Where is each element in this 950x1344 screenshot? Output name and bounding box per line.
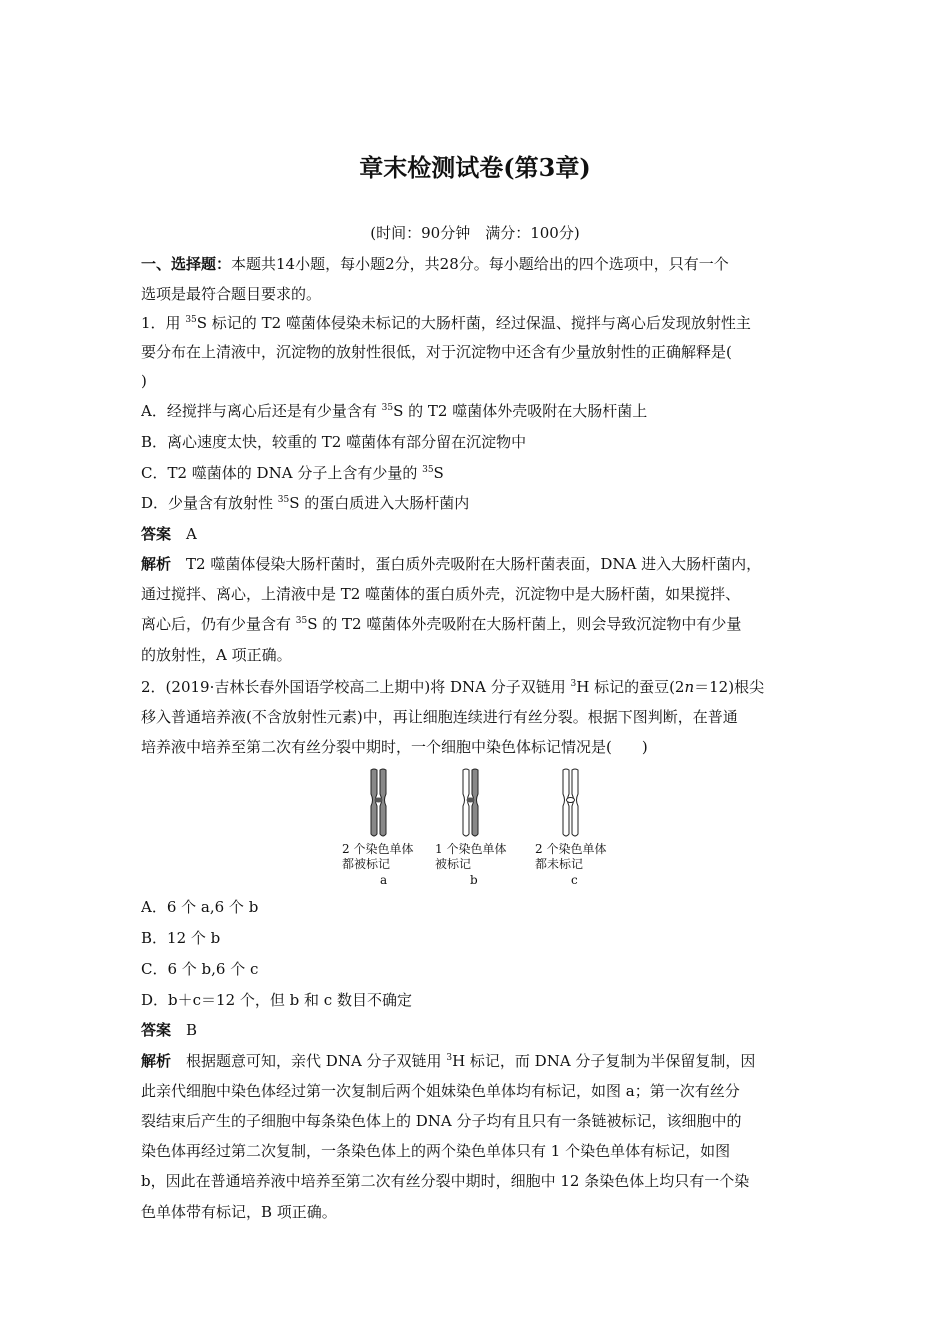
analysis-text: T2 噬菌体侵染大肠杆菌时，蛋白质外壳吸附在大肠杆菌表面，DNA 进入大肠杆菌内， (186, 555, 762, 573)
analysis-text: 根据题意可知，亲代 DNA 分子双链用 (186, 1052, 447, 1070)
analysis-text: 离心后，仍有少量含有 (141, 615, 296, 633)
italic-n: n (684, 678, 695, 696)
q2-option-b: B．12 个 b (141, 929, 221, 947)
caption-c-letter: c (571, 873, 578, 887)
q2-answer (141, 1020, 813, 1040)
analysis-text: H 标记，而 DNA 分子复制为半保留复制，因 (452, 1052, 756, 1070)
q2-analysis-line4: 染色体再经过第二次复制，一条染色体上的两个染色单体只有 1 个染色单体有标记，如图 (141, 1142, 731, 1160)
exam-info: (时间：90分钟 满分：100分) (370, 224, 580, 242)
analysis-text: S 的 T2 噬菌体外壳吸附在大肠杆菌上，则会导致沉淀物中有少量 (307, 615, 742, 633)
caption-line: 2 个染色单体 (535, 842, 607, 856)
q2-stem-line1 (141, 677, 813, 697)
caption-c (535, 842, 606, 872)
chromosome-a (371, 769, 386, 836)
q2-analysis-line1 (141, 1051, 813, 1071)
q2-option-d: D．b＋c＝12 个，但 b 和 c 数目不确定 (141, 991, 412, 1009)
q2-option-c: C．6 个 b,6 个 c (141, 960, 259, 978)
caption-a-letter: a (380, 873, 388, 887)
option-text: D．少量含有放射性 (141, 494, 278, 512)
q1-stem-line3: ) (141, 372, 147, 390)
option-text: A．经搅拌与离心后还是有少量含有 (141, 402, 382, 420)
page-title: 章末检测试卷(第3章) (359, 153, 591, 182)
superscript: 35 (295, 616, 308, 626)
q1-stem-text: S 标记的 T2 噬菌体侵染未标记的大肠杆菌，经过保温、搅拌与离心后发现放射性主 (196, 314, 751, 332)
answer-value: A (186, 525, 197, 543)
superscript: 35 (185, 315, 197, 325)
q2-stem-line2: 移入普通培养液(不含放射性元素)中，再让细胞连续进行有丝分裂。根据下图判断，在普通 (141, 708, 738, 726)
q2-analysis-line2: 此亲代细胞中染色体经过第一次复制后两个姐妹染色单体均有标记，如图 a；第一次有丝分 (141, 1082, 740, 1100)
q1-analysis-line1 (141, 554, 813, 574)
q1-number: 1．用 (141, 314, 186, 332)
chromosome-figure (330, 766, 620, 890)
q1-analysis-line4: 的放射性，A 项正确。 (141, 646, 292, 664)
superscript: 35 (422, 465, 434, 475)
caption-line: 都被标记 (342, 857, 391, 871)
analysis-label: 解析 (141, 1052, 172, 1070)
q1-option-c (141, 463, 813, 483)
q1-stem-line1 (141, 313, 813, 333)
caption-a (342, 842, 413, 872)
chromosome-c (563, 769, 578, 836)
q1-option-b: B．离心速度太快，较重的 T2 噬菌体有部分留在沉淀物中 (141, 433, 527, 451)
answer-label: 答案 (141, 1021, 172, 1039)
q2-analysis-line3: 裂结束后产生的子细胞中每条染色体上的 DNA 分子均有且只有一条链被标记，该细胞中的 (141, 1112, 742, 1130)
analysis-label: 解析 (141, 555, 172, 573)
section-heading-label: 一、选择题： (141, 255, 232, 273)
chromosome-diagram (330, 766, 620, 846)
q2-option-a: A．6 个 a,6 个 b (141, 898, 259, 916)
q2-analysis-line5: b，因此在普通培养液中培养至第二次有丝分裂中期时，细胞中 12 条染色体上均只有一个染 (141, 1172, 750, 1190)
caption-line: 2 个染色单体 (342, 842, 414, 856)
section-heading (141, 254, 813, 274)
q1-analysis-line3 (141, 614, 813, 634)
q1-answer (141, 524, 813, 544)
q2-analysis-line6: 色单体带有标记，B 项正确。 (141, 1203, 337, 1221)
q2-stem-text: 2．(2019·吉林长春外国语学校高二上期中)将 DNA 分子双链用 (141, 678, 571, 696)
q2-stem-text: H 标记的蚕豆(2 (576, 678, 685, 696)
superscript: 3 (446, 1053, 453, 1063)
caption-line: 1 个染色单体 (435, 842, 507, 856)
option-text: S (433, 464, 444, 482)
option-text: C．T2 噬菌体的 DNA 分子上含有少量的 (141, 464, 423, 482)
section-description-cont: 选项是最符合题目要求的。 (141, 285, 322, 303)
q1-stem-line2: 要分布在上清液中，沉淀物的放射性很低，对于沉淀物中还含有少量放射性的正确解释是( (141, 343, 732, 361)
q2-stem-line3: 培养液中培养至第二次有丝分裂中期时，一个细胞中染色体标记情况是( ) (141, 738, 648, 756)
option-text: S 的蛋白质进入大肠杆菌内 (289, 494, 470, 512)
section-description: 本题共14小题，每小题2分，共28分。每小题给出的四个选项中，只有一个 (231, 255, 729, 273)
option-text: S 的 T2 噬菌体外壳吸附在大肠杆菌上 (393, 402, 648, 420)
superscript: 3 (570, 679, 577, 689)
answer-value: B (186, 1021, 198, 1039)
superscript: 35 (277, 495, 290, 505)
caption-b (435, 842, 506, 872)
answer-label: 答案 (141, 525, 172, 543)
caption-line: 被标记 (435, 857, 472, 871)
caption-line: 都未标记 (535, 857, 584, 871)
q1-option-a (141, 401, 813, 421)
q2-stem-text: ＝12)根尖 (694, 678, 765, 696)
q1-option-d (141, 493, 813, 513)
caption-b-letter: b (470, 873, 478, 887)
superscript: 35 (381, 403, 394, 413)
q1-analysis-line2: 通过搅拌、离心，上清液中是 T2 噬菌体的蛋白质外壳，沉淀物中是大肠杆菌，如果搅拌、 (141, 585, 741, 603)
chromosome-b (463, 769, 478, 836)
